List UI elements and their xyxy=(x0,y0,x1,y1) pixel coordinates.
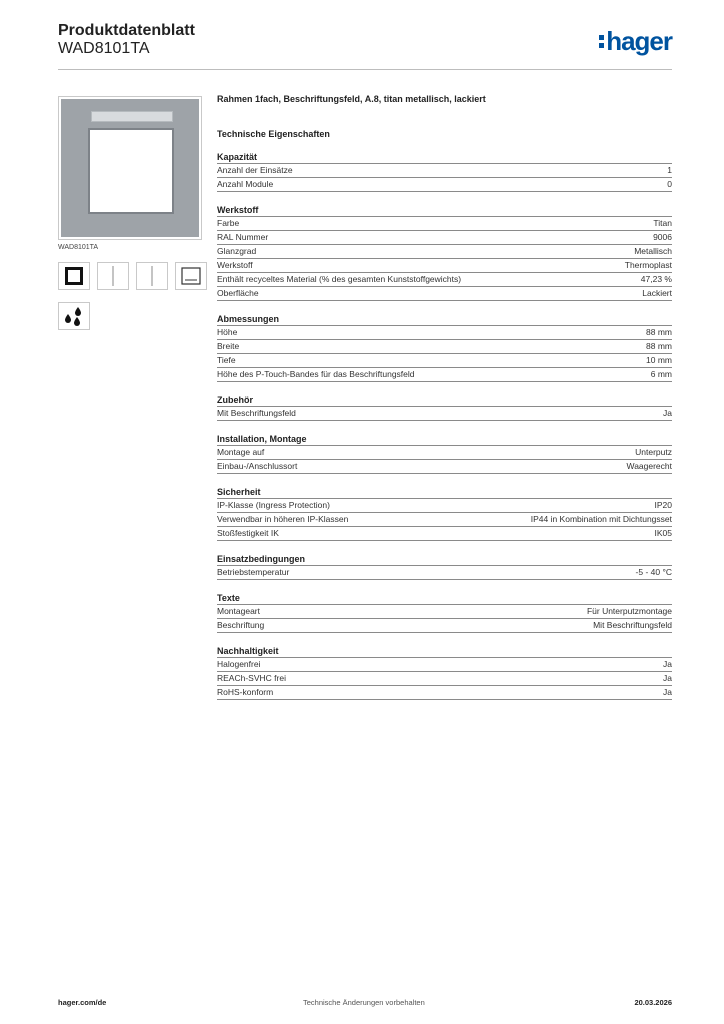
spec-row xyxy=(217,245,672,259)
spec-section xyxy=(217,592,672,633)
spec-value: Ja xyxy=(663,408,672,418)
spec-label: Beschriftung xyxy=(217,620,265,630)
spec-row xyxy=(217,217,672,231)
spec-value: 88 mm xyxy=(646,327,672,337)
spec-value: 0 xyxy=(667,179,672,189)
spec-row xyxy=(217,407,672,421)
spec-label: REACh-SVHC frei xyxy=(217,673,286,683)
spec-value: Waagerecht xyxy=(626,461,672,471)
frame-image xyxy=(61,99,199,237)
spec-row xyxy=(217,619,672,633)
spec-section xyxy=(217,204,672,301)
spec-label: Werkstoff xyxy=(217,260,253,270)
spec-value: 88 mm xyxy=(646,341,672,351)
spec-row xyxy=(217,460,672,474)
spec-row xyxy=(217,287,672,301)
logo-text: hager xyxy=(606,26,672,56)
spec-value: Lackiert xyxy=(642,288,672,298)
spec-row xyxy=(217,231,672,245)
spec-row xyxy=(217,326,672,340)
section-title: Texte xyxy=(217,592,672,605)
page-header xyxy=(58,22,672,70)
spec-section xyxy=(217,313,672,382)
spec-label: Anzahl Module xyxy=(217,179,274,189)
spec-value: Ja xyxy=(663,659,672,669)
document-title: Produktdatenblatt xyxy=(58,22,195,39)
spec-sections xyxy=(217,151,672,700)
frame-1fach-icon xyxy=(58,262,90,290)
spec-value: Unterputz xyxy=(635,447,672,457)
frame-opening-graphic xyxy=(88,128,174,214)
spec-section xyxy=(217,553,672,580)
spec-label: Einbau-/Anschlussort xyxy=(217,461,298,471)
spec-value: -5 - 40 °C xyxy=(635,567,672,577)
spec-value: 47,23 % xyxy=(640,274,672,284)
water-drops-icon xyxy=(58,302,90,330)
spec-label: Tiefe xyxy=(217,355,236,365)
spec-row xyxy=(217,368,672,382)
product-image xyxy=(58,96,202,240)
section-title: Werkstoff xyxy=(217,204,672,217)
spec-row xyxy=(217,446,672,460)
spec-section xyxy=(217,151,672,192)
spec-value: Für Unterputzmontage xyxy=(586,606,672,616)
spec-value: 10 mm xyxy=(646,355,672,365)
section-title: Abmessungen xyxy=(217,313,672,326)
spec-row xyxy=(217,273,672,287)
spec-value: Mit Beschriftungsfeld xyxy=(593,620,672,630)
spec-row xyxy=(217,499,672,513)
spec-label: Anzahl der Einsätze xyxy=(217,165,293,175)
vertical-mount-icon xyxy=(97,262,129,290)
spec-section xyxy=(217,645,672,700)
spec-value: Ja xyxy=(663,673,672,683)
spec-value: IP44 in Kombination mit Dichtungsset xyxy=(530,514,672,524)
spec-label: Montage auf xyxy=(217,447,265,457)
spec-row xyxy=(217,672,672,686)
spec-section xyxy=(217,394,672,421)
spec-value: 9006 xyxy=(653,232,672,242)
spec-label: Montageart xyxy=(217,606,260,616)
spec-row xyxy=(217,164,672,178)
spec-value: Ja xyxy=(663,687,672,697)
spec-label: Oberfläche xyxy=(217,288,259,298)
spec-label: Verwendbar in höheren IP-Klassen xyxy=(217,514,349,524)
spec-section xyxy=(217,433,672,474)
footer-website: hager.com/de xyxy=(58,998,107,1007)
section-title: Nachhaltigkeit xyxy=(217,645,672,658)
spec-label: Höhe xyxy=(217,327,238,337)
spec-label: Glanzgrad xyxy=(217,246,257,256)
spec-label: Betriebstemperatur xyxy=(217,567,290,577)
section-title: Kapazität xyxy=(217,151,672,164)
footer-notice: Technische Änderungen vorbehalten xyxy=(303,998,425,1007)
spec-label: RAL Nummer xyxy=(217,232,269,242)
spec-value: IP20 xyxy=(654,500,672,510)
spec-row xyxy=(217,178,672,192)
product-description: Rahmen 1fach, Beschriftungsfeld, A.8, titan metallisch, lackiert xyxy=(217,94,486,104)
section-title: Sicherheit xyxy=(217,486,672,499)
spec-value: Metallisch xyxy=(634,246,672,256)
spec-row xyxy=(217,605,672,619)
vertical-mount-icon xyxy=(136,262,168,290)
technical-properties-heading: Technische Eigenschaften xyxy=(217,129,330,139)
hager-logo xyxy=(599,26,672,57)
spec-row xyxy=(217,686,672,700)
spec-value: Titan xyxy=(653,218,672,228)
spec-label: Stoßfestigkeit IK xyxy=(217,528,279,538)
section-title: Installation, Montage xyxy=(217,433,672,446)
section-title: Zubehör xyxy=(217,394,672,407)
spec-row xyxy=(217,340,672,354)
feature-icons xyxy=(58,262,207,290)
spec-section xyxy=(217,486,672,541)
spec-value: 1 xyxy=(667,165,672,175)
product-code: WAD8101TA xyxy=(58,40,150,57)
spec-label: Halogenfrei xyxy=(217,659,261,669)
product-specs xyxy=(217,94,672,700)
spec-value: IK05 xyxy=(654,528,672,538)
spec-row xyxy=(217,354,672,368)
spec-label: Farbe xyxy=(217,218,240,228)
spec-row xyxy=(217,513,672,527)
spec-label: Breite xyxy=(217,341,240,351)
spec-label: Höhe des P-Touch-Bandes für das Beschriftungsfeld xyxy=(217,369,415,379)
spec-row xyxy=(217,259,672,273)
spec-value: Thermoplast xyxy=(624,260,672,270)
spec-label: Enthält recyceltes Material (% des gesamten Kunststoffgewichts) xyxy=(217,274,462,284)
label-field-graphic xyxy=(91,111,173,122)
logo-mark-icon xyxy=(599,35,604,48)
label-field-icon xyxy=(175,262,207,290)
section-title: Einsatzbedingungen xyxy=(217,553,672,566)
spec-value: 6 mm xyxy=(650,369,672,379)
spec-row xyxy=(217,527,672,541)
image-caption: WAD8101TA xyxy=(58,244,99,251)
footer-date: 20.03.2026 xyxy=(634,998,672,1007)
spec-row xyxy=(217,658,672,672)
spec-label: Mit Beschriftungsfeld xyxy=(217,408,296,418)
spec-label: RoHS-konform xyxy=(217,687,274,697)
spec-row xyxy=(217,566,672,580)
spec-label: IP-Klasse (Ingress Protection) xyxy=(217,500,330,510)
